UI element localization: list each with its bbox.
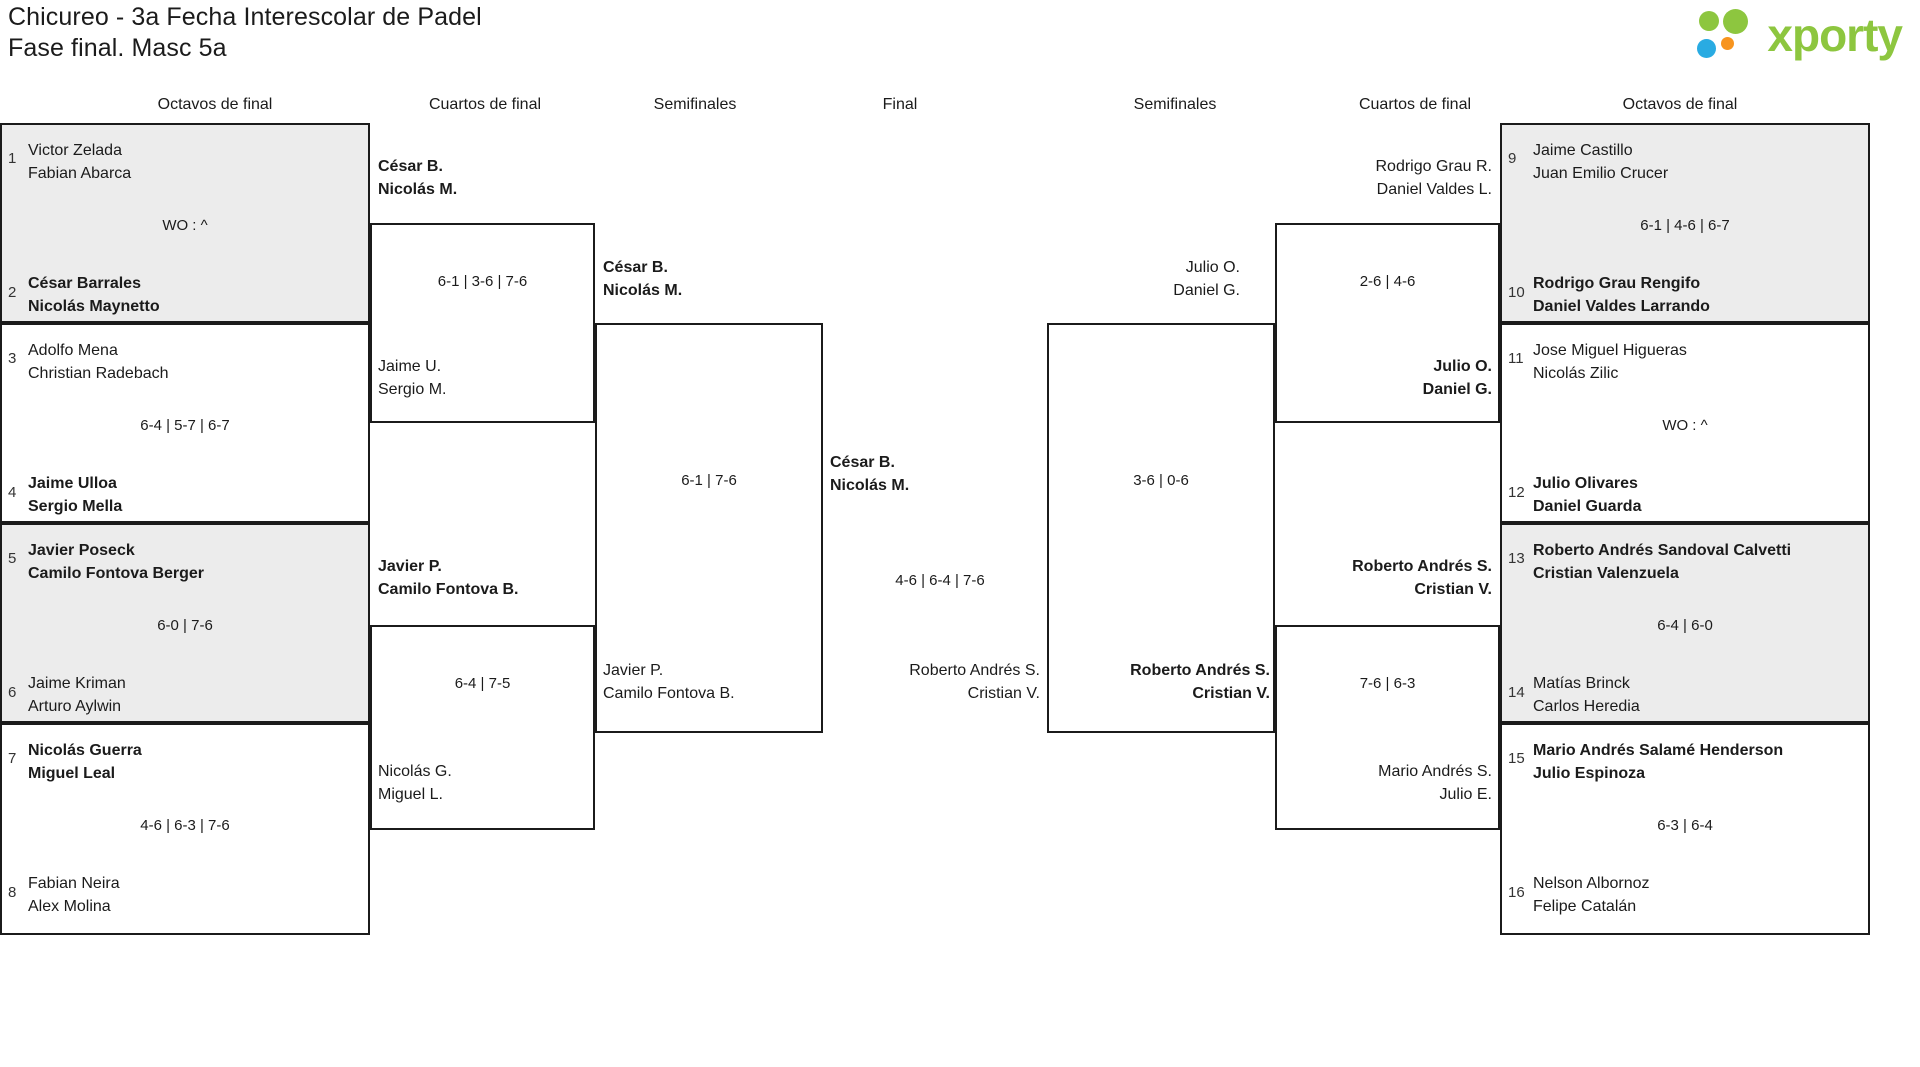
team-name: César B. (830, 454, 895, 471)
team-name: Sergio Mella (28, 498, 123, 515)
seed-number: 15 (1508, 750, 1525, 767)
team-name: Juan Emilio Crucer (1533, 165, 1669, 182)
team-name: César Barrales (28, 275, 141, 292)
team-name: Victor Zelada (28, 142, 122, 159)
logo-dots-icon (1697, 9, 1759, 61)
team-name: Rodrigo Grau R. (1375, 158, 1492, 175)
match-score: 6-1 | 4-6 | 6-7 (1640, 217, 1730, 234)
seed-number: 13 (1508, 550, 1525, 567)
team-name: Camilo Fontova Berger (28, 565, 205, 582)
team-name: César B. (603, 259, 668, 276)
team-name: Julio Olivares (1533, 475, 1638, 492)
match-score: WO : ^ (1662, 417, 1708, 434)
team-name: Matías Brinck (1533, 675, 1630, 692)
match-score: 2-6 | 4-6 (1359, 273, 1416, 290)
page-title (8, 2, 482, 64)
team-name: Arturo Aylwin (28, 698, 122, 715)
team-name: Roberto Andrés S. (909, 662, 1040, 679)
match-score: 3-6 | 0-6 (1133, 472, 1189, 489)
team-name: Julio Espinoza (1533, 765, 1646, 782)
seed-number: 12 (1508, 484, 1525, 501)
team-name: Miguel L. (378, 786, 443, 803)
team-name: Javier P. (603, 662, 664, 679)
logo-wordmark: xporty (1767, 9, 1902, 61)
team-name: Fabian Abarca (28, 165, 132, 182)
team-name: Miguel Leal (28, 765, 116, 782)
team-name: Rodrigo Grau Rengifo (1533, 275, 1701, 292)
seed-number: 4 (8, 484, 17, 501)
seed-number: 14 (1508, 684, 1525, 701)
team-name: Cristian V. (1192, 685, 1270, 702)
team-name: Jaime Kriman (28, 675, 126, 692)
team-name: Cristian V. (967, 685, 1040, 702)
match-score: 6-3 | 6-4 (1657, 817, 1713, 834)
round-label-right-r16: Octavos de final (1622, 96, 1738, 113)
team-name: Daniel G. (1422, 381, 1492, 398)
team-name: Julio E. (1439, 786, 1492, 803)
team-name: Daniel Valdes L. (1376, 181, 1492, 198)
team-name: Julio O. (1433, 358, 1492, 375)
team-name: Jaime Ulloa (28, 475, 117, 492)
match-score: WO : ^ (162, 217, 208, 234)
title-line-2: Fase final. Masc 5a (8, 34, 227, 62)
team-name: Sergio M. (378, 381, 447, 398)
team-name: César B. (378, 158, 443, 175)
team-name: Nicolás M. (830, 477, 910, 494)
seed-number: 5 (8, 550, 17, 567)
team-name: Javier P. (378, 558, 442, 575)
team-name: Nicolás Zilic (1533, 365, 1619, 382)
match-score: 6-4 | 6-0 (1657, 617, 1713, 634)
title-line-1: Chicureo - 3a Fecha Interescolar de Padel (8, 3, 482, 31)
match-score: 6-1 | 7-6 (681, 472, 737, 489)
xporty-logo (1697, 6, 1902, 64)
seed-number: 10 (1508, 284, 1525, 301)
team-name: Adolfo Mena (28, 342, 118, 359)
seed-number: 9 (1508, 150, 1517, 167)
team-name: Nelson Albornoz (1533, 875, 1650, 892)
team-name: Nicolás M. (603, 282, 683, 299)
team-name: Daniel G. (1173, 282, 1240, 299)
team-name: Alex Molina (28, 898, 111, 915)
match-score: 6-4 | 5-7 | 6-7 (140, 417, 230, 434)
team-name: Roberto Andrés S. (1352, 558, 1492, 575)
seed-number: 8 (8, 884, 17, 901)
team-name: Camilo Fontova B. (378, 581, 519, 598)
seed-number: 6 (8, 684, 17, 701)
team-name: Roberto Andrés Sandoval Calvetti (1533, 542, 1792, 559)
seed-number: 16 (1508, 884, 1525, 901)
team-name: Roberto Andrés S. (1130, 662, 1270, 679)
seed-number: 1 (8, 150, 17, 167)
team-name: Fabian Neira (28, 875, 120, 892)
round-label-right-qf: Cuartos de final (1358, 96, 1472, 113)
seed-number: 3 (8, 350, 17, 367)
match-score: 6-0 | 7-6 (157, 617, 213, 634)
team-name: Daniel Guarda (1533, 498, 1642, 515)
match-score: 4-6 | 6-3 | 7-6 (140, 817, 230, 834)
team-name: Christian Radebach (28, 365, 169, 382)
team-name: Felipe Catalán (1533, 898, 1637, 915)
round-label-left-qf: Cuartos de final (428, 96, 542, 113)
match-score: 7-6 | 6-3 (1359, 675, 1416, 692)
match-score: 6-4 | 7-5 (454, 675, 511, 692)
team-name: Javier Poseck (28, 542, 135, 559)
seed-number: 7 (8, 750, 17, 767)
seed-number: 11 (1508, 350, 1524, 367)
team-name: Cristian Valenzuela (1533, 565, 1679, 582)
team-name: Nicolás G. (378, 763, 452, 780)
round-label-left-r16: Octavos de final (157, 96, 273, 113)
team-name: Cristian V. (1414, 581, 1492, 598)
team-name: Mario Andrés Salamé Henderson (1533, 742, 1784, 759)
team-name: Carlos Heredia (1533, 698, 1640, 715)
round-label-final: Final (882, 96, 918, 113)
round-label-left-sf: Semifinales (653, 96, 737, 113)
team-name: Daniel Valdes Larrando (1533, 298, 1710, 315)
team-name: Jaime U. (378, 358, 442, 375)
seed-number: 2 (8, 284, 17, 301)
team-name: Nicolás Maynetto (28, 298, 160, 315)
match-score: 4-6 | 6-4 | 7-6 (895, 572, 985, 589)
team-name: Nicolás Guerra (28, 742, 142, 759)
team-name: Jose Miguel Higueras (1533, 342, 1687, 359)
team-name: Jaime Castillo (1533, 142, 1633, 159)
round-label-right-sf: Semifinales (1133, 96, 1217, 113)
team-name: Camilo Fontova B. (603, 685, 735, 702)
team-name: Nicolás M. (378, 181, 458, 198)
team-name: Mario Andrés S. (1378, 763, 1492, 780)
match-score: 6-1 | 3-6 | 7-6 (437, 273, 528, 290)
team-name: Julio O. (1185, 259, 1240, 276)
